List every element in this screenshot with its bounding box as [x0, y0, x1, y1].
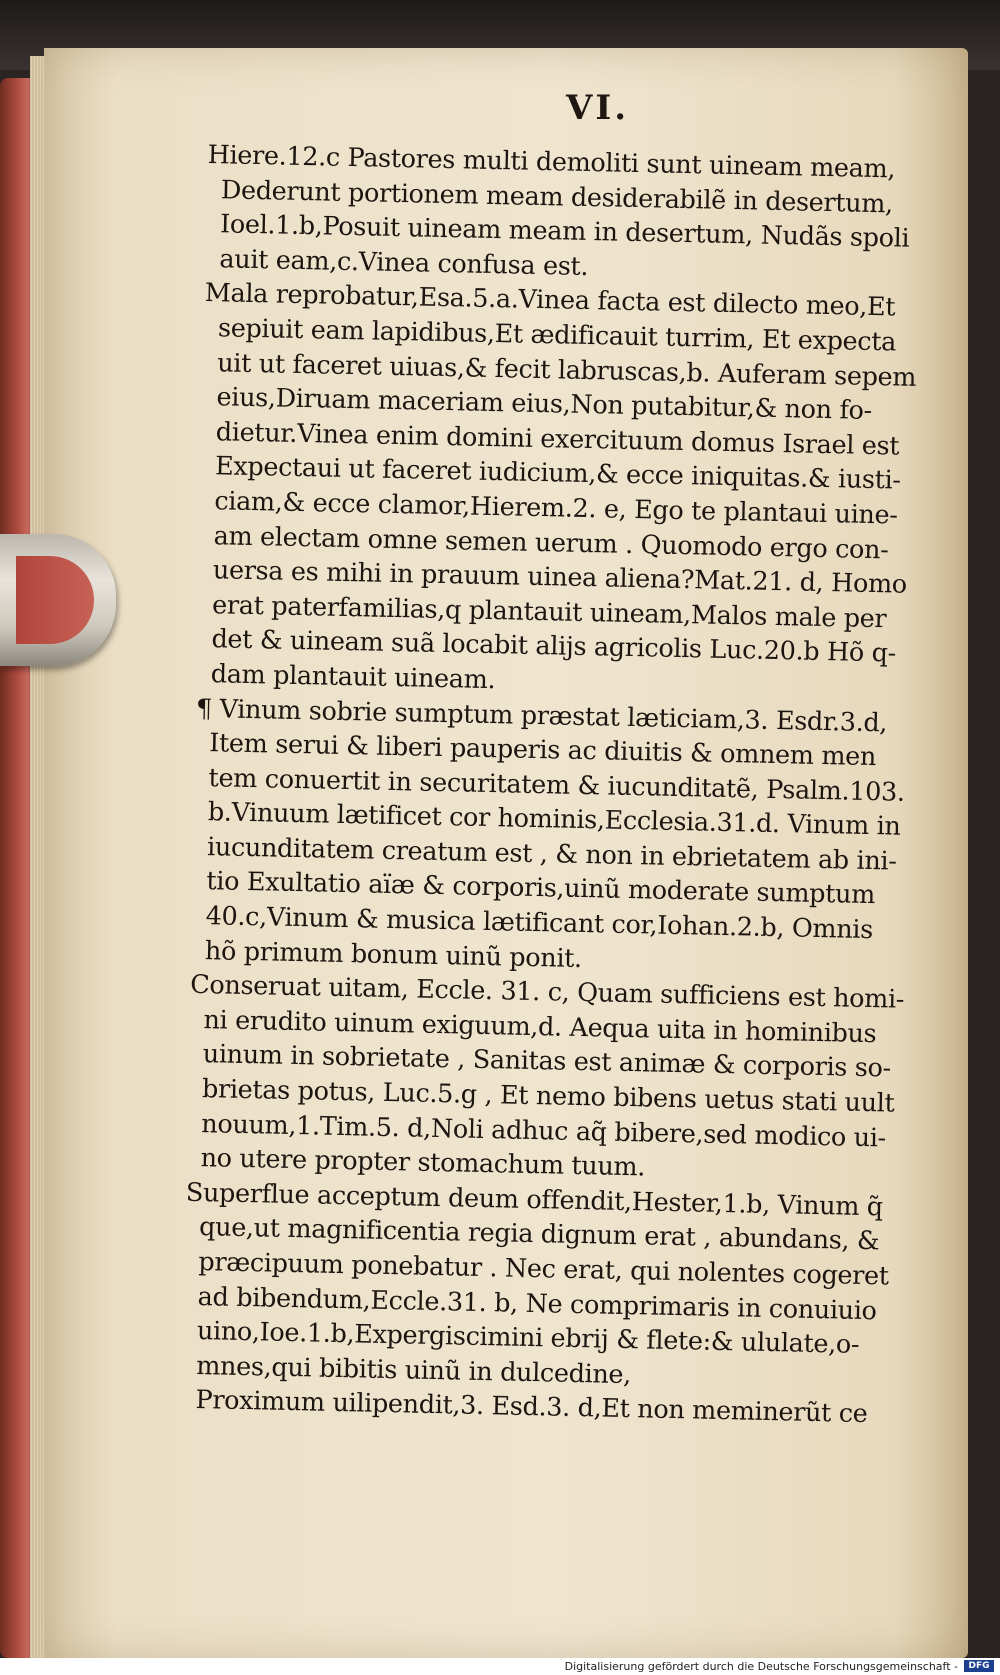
text-line: 40.c,Vinum & musica lætificant cor,Iohan.2.b, Omnis — [205, 901, 874, 946]
text-line: sepiuit eam lapidibus,Et ædificauit turrim, Et expecta — [217, 313, 897, 358]
text-line: Expectaui ut faceret iudicium,& ecce iniquitas.& iusti- — [214, 451, 901, 496]
page-text — [181, 138, 917, 1432]
text-line: Hiere.12.c Pastores multi demoliti sunt uineam meam, — [207, 139, 896, 185]
text-line: b.Vinuum lætificet cor hominis,Ecclesia.31.d. Vinum in — [207, 797, 901, 842]
text-line: ciam,& ecce clamor,Hierem.2. e, Ego te plantaui uine- — [214, 486, 898, 531]
text-line: Dederunt portionem meam desiderabilẽ in desertum, — [220, 174, 894, 219]
clasp-inner — [16, 556, 94, 644]
text-line: no utere propter stomachum tuum. — [200, 1143, 646, 1183]
text-line: ad bibendum,Eccle.31. b, Ne comprimaris in conuiuio — [197, 1281, 877, 1326]
text-line: mnes,qui bibitis uinũ in dulcedine, — [195, 1350, 632, 1390]
text-line: tio Exultatio aïæ & corporis,uinũ moderate sumptum — [206, 866, 876, 911]
text-line: ¶ Vinum sobrie sumptum præstat læticiam,3. Esdr.3.d, — [195, 693, 888, 738]
page-folio: VI. — [566, 88, 630, 128]
text-line: uinum in sobrietate , Sanitas est animæ & corporis so- — [202, 1039, 892, 1084]
text-line: ni erudito uinum exiguum,d. Aequa uita in hominibus — [203, 1004, 877, 1050]
text-line: præcipuum ponebatur . Nec erat, qui nolentes cogeret — [198, 1247, 889, 1292]
book-fore-edge — [0, 78, 34, 1658]
text-line: Superflue acceptum deum offendit,Hester,1.b, Vinum q̃ — [185, 1177, 884, 1223]
dfg-logo: DFG — [964, 1660, 994, 1672]
text-line: am electam omne semen uerum . Quomodo ergo con- — [213, 520, 889, 565]
text-line: brietas potus, Luc.5.g , Et nemo bibens uetus stati uult — [201, 1074, 895, 1119]
text-line: tem conuertit in securitatem & iucunditatẽ, Psalm.103. — [208, 762, 905, 808]
text-line: nouum,1.Tim.5. d,Noli adhuc aq̃ bibere,sed modico ui- — [201, 1108, 887, 1154]
text-line: uino,Ioe.1.b,Expergiscimini ebrij & flete:& ululate,o- — [196, 1316, 860, 1361]
text-line: eius,Diruam maceriam eius,Non putabitur,& non fo- — [216, 382, 873, 427]
text-line: dietur.Vinea enim domini exercituum domus Israel est — [215, 416, 900, 462]
text-line: Conseruat uitam, Eccle. 31. c, Quam sufficiens est homi- — [189, 970, 905, 1016]
text-line: uersa es mihi in prauum uinea aliena?Mat.21. d, Homo — [212, 555, 908, 600]
text-line: dam plantauit uineam. — [210, 659, 496, 696]
text-line: iucunditatem creatum est , & non in ebrietatem ab ini- — [206, 832, 897, 877]
book-clasp — [0, 534, 116, 666]
text-line: Proximum uilipendit,3. Esd.3. d,Et non meminerũt ce — [195, 1385, 868, 1430]
footer-credit: Digitalisierung gefördert durch die Deutsche Forschungsgemeinschaft - — [564, 1660, 958, 1673]
text-line: auit eam,c.Vinea confusa est. — [219, 244, 589, 282]
text-line: uit ut faceret uiuas,& fecit labruscas,b. Auferam sepem — [216, 347, 917, 393]
text-line: det & uineam suã locabit alijs agricolis Luc.20.b Hõ q- — [211, 624, 897, 669]
text-line: Mala reprobatur,Esa.5.a.Vinea facta est dilecto meo,Et — [204, 278, 896, 323]
text-line: Ioel.1.b,Posuit uineam meam in desertum, Nudãs spoli — [219, 209, 910, 254]
text-line: que,ut magnificentia regia dignum erat , abundans, & — [198, 1212, 880, 1257]
text-line: erat paterfamilias,q plantauit uineam,Malos male per — [211, 589, 887, 635]
text-line: Item serui & liberi pauperis ac diuitis & omnem men — [209, 728, 877, 773]
text-line: hõ primum bonum uinũ ponit. — [204, 935, 583, 974]
